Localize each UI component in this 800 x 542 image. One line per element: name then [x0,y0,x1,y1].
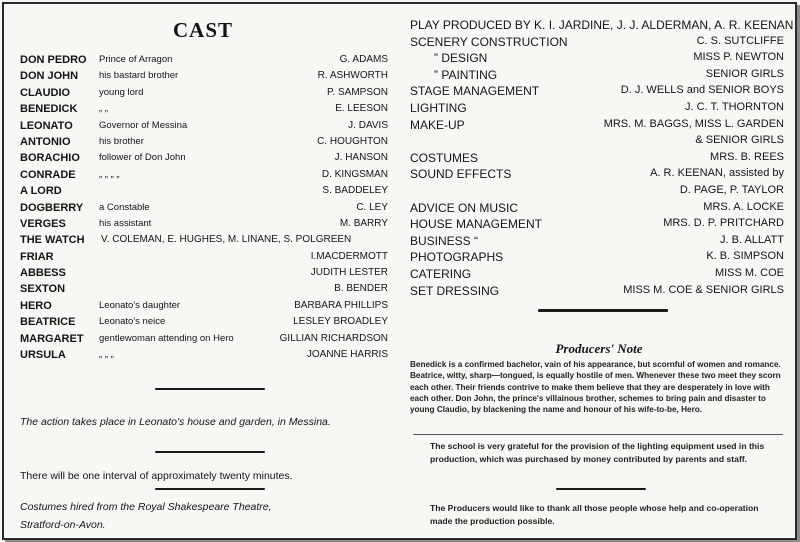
credit-role: BUSINESS “ [410,233,479,248]
cast-row [20,103,388,119]
cast-row [20,185,388,201]
cast-actor: P. SAMPSON [327,86,388,98]
credit-row [410,118,784,135]
credit-name: MRS. A. LOCKE [703,200,784,213]
credit-role: ADVICE ON MUSIC [410,200,519,215]
credits-page [408,4,794,538]
cast-description: follower of Don John [99,152,186,164]
credit-row [410,284,784,301]
cast-actor: GILLIAN RICHARDSON [279,332,388,344]
cast-description: „ „ „ „ [99,168,120,180]
cast-role: BORACHIO [20,152,80,165]
cast-row [20,218,388,234]
cast-description: V. COLEMAN, E. HUGHES, M. LINANE, S. POLGREEN [101,234,352,246]
credit-role: PLAY PRODUCED BY K. I. JARDINE, J. J. ALDERMAN, A. R. KEENAN [410,18,794,32]
cast-description: his brother [99,135,144,147]
cast-row [20,283,388,299]
cast-row [20,152,388,168]
credit-role: STAGE MANAGEMENT [410,84,540,99]
cast-row [20,316,388,332]
credit-name: K. B. SIMPSON [706,250,784,263]
cast-actor: E. LEESON [335,103,388,115]
cast-actor: G. ADAMS [339,54,388,65]
credit-role: COSTUMES [410,150,479,165]
credit-name: MISS P. NEWTON [693,51,784,64]
credit-row [410,68,784,85]
cast-role: ANTONIO [20,135,71,148]
credit-name: MISS M. COE [714,266,784,279]
credit-row [410,217,784,234]
credit-row [410,51,784,68]
cast-actor: JOANNE HARRIS [306,349,388,361]
cast-row [20,169,388,185]
cast-row [20,267,388,283]
cast-row [20,70,388,86]
cast-description: his assistant [99,217,152,229]
credit-name: D. PAGE, P. TAYLOR [679,183,784,196]
credit-role: PHOTOGRAPHS [410,250,504,265]
costumes-note: Costumes hired from the Royal Shakespeare Theatre, [20,501,272,513]
cast-row [20,120,388,136]
credit-role: SET DRESSING [410,283,500,298]
cast-row [20,333,388,349]
divider-rule [155,388,265,390]
cast-role: HERO [20,299,52,312]
cast-actor: J. HANSON [334,152,388,164]
credit-row [410,267,784,284]
credit-name: A. R. KEENAN, assisted by [650,167,784,180]
school-thanks: The school is very grateful for the provision of the lighting equipment used in this production, which was purchased by money contributed by parents and staff. [430,441,765,464]
cast-description: Governor of Messina [99,119,188,131]
credit-name: MRS. D. P. PRITCHARD [663,217,784,230]
programme-page [2,2,797,540]
credit-row [410,234,784,251]
credit-row [410,250,784,267]
credit-row [410,134,784,151]
cast-description: Prince of Arragon [99,54,173,65]
credit-row [410,18,794,35]
cast-actor: M. BARRY [339,217,388,229]
credit-role: ” PAINTING [434,67,498,82]
cast-role: DOGBERRY [20,201,84,214]
cast-row [20,54,388,70]
divider-rule [413,434,783,435]
cast-role: CLAUDIO [20,86,71,99]
cast-description: „ „ „ [99,349,114,361]
setting-note: The action takes place in Leonato's house and garden, in Messina. [20,416,331,428]
cast-role: VERGES [20,217,66,230]
cast-description: his bastard brother [99,70,179,82]
cast-role: A LORD [20,185,62,198]
cast-description: gentlewoman attending on Hero [99,332,234,344]
cast-row [20,349,388,365]
credit-row [410,184,784,201]
cast-role: FRIAR [20,250,54,263]
cast-description: Leonato's daughter [99,299,181,311]
cast-role: BENEDICK [20,103,78,116]
credit-role: MAKE-UP [410,117,465,132]
cast-actor: BARBARA PHILLIPS [294,299,388,311]
divider-rule [155,451,265,453]
cast-actor: JUDITH LESTER [310,267,388,279]
cast-row [20,136,388,152]
cast-row [20,234,388,250]
credit-name: MRS. M. BAGGS, MISS L. GARDEN [603,117,784,130]
cast-role: SEXTON [20,283,66,296]
producers-note-text: Benedick is a confirmed bachelor, vain of his appearance, but scornful of women and romance. Beatrice, witty, sharp—tongued, is equally hostile of men. Whenever these two meet they scorn each other. Their friends contrive to make them believe that they are desperately in love with each other. Don John, the prince's villainous brother, schemes to bring pain and disaster to young Claudio, by blackening the name and honour of his wife-to-be, Hero. [410,360,781,415]
cast-title: CAST [172,18,234,42]
cast-actor: J. DAVIS [348,119,388,131]
credit-role: HOUSE MANAGEMENT [410,217,543,232]
cast-row [20,202,388,218]
cast-role: THE WATCH [20,234,85,247]
cast-actor: C. LEY [356,201,388,213]
credit-role: SOUND EFFECTS [410,167,512,182]
credit-name: SENIOR GIRLS [705,67,784,80]
ornament-rule [538,309,668,312]
credit-row [410,151,784,168]
divider-rule [556,488,646,490]
divider-rule [155,488,265,490]
credit-role: ” DESIGN [434,51,488,66]
credit-row [410,201,784,218]
cast-actor: R. ASHWORTH [317,70,388,82]
cast-row [20,251,388,267]
cast-row [20,87,388,103]
producers-note-title: Producers' Note [555,341,643,356]
cast-actor: S. BADDELEY [322,185,388,197]
credit-name: C. S. SUTCLIFFE [696,34,784,47]
credit-row [410,101,784,118]
cast-description: young lord [99,86,144,98]
costumes-note-line2: Stratford-on-Avon. [20,519,106,531]
cast-role: DON PEDRO [20,54,87,66]
cast-actor: LESLEY BROADLEY [293,316,388,328]
cast-description: a Constable [99,201,150,213]
cast-actor: B. BENDER [334,283,388,295]
cast-role: LEONATO [20,119,73,132]
producers-thanks: The Producers would like to thank all those people whose help and co-operation made the production possible. [430,503,759,526]
cast-actor: I.MACDERMOTT [310,250,388,262]
credits-list [410,18,794,300]
credit-name: MISS M. COE & SENIOR GIRLS [623,283,784,296]
credit-name: D. J. WELLS and SENIOR BOYS [620,84,784,97]
cast-actor: D. KINGSMAN [321,168,388,180]
cast-description: „ „ [99,103,108,115]
cast-description: Leonato's neice [99,316,166,328]
cast-actor: C. HOUGHTON [317,135,388,147]
credit-role: SCENERY CONSTRUCTION [410,34,568,49]
cast-role: DON JOHN [20,70,79,83]
cast-role: URSULA [20,349,66,362]
cast-row [20,300,388,316]
credit-name: & SENIOR GIRLS [695,134,784,147]
cast-role: BEATRICE [20,316,76,329]
credit-name: J. C. T. THORNTON [684,100,784,113]
credit-name: MRS. B. REES [710,150,784,163]
cast-role: ABBESS [20,267,66,280]
credit-row [410,35,784,52]
interval-note: There will be one interval of approximately twenty minutes. [20,470,293,482]
credit-row [410,84,784,101]
cast-role: CONRADE [20,168,76,181]
credit-role: CATERING [410,266,472,281]
cast-page [10,4,396,538]
credit-role: LIGHTING [410,100,467,115]
credit-name: J. B. ALLATT [720,233,784,246]
cast-list [20,54,388,365]
credit-row [410,167,784,184]
cast-role: MARGARET [20,332,84,345]
